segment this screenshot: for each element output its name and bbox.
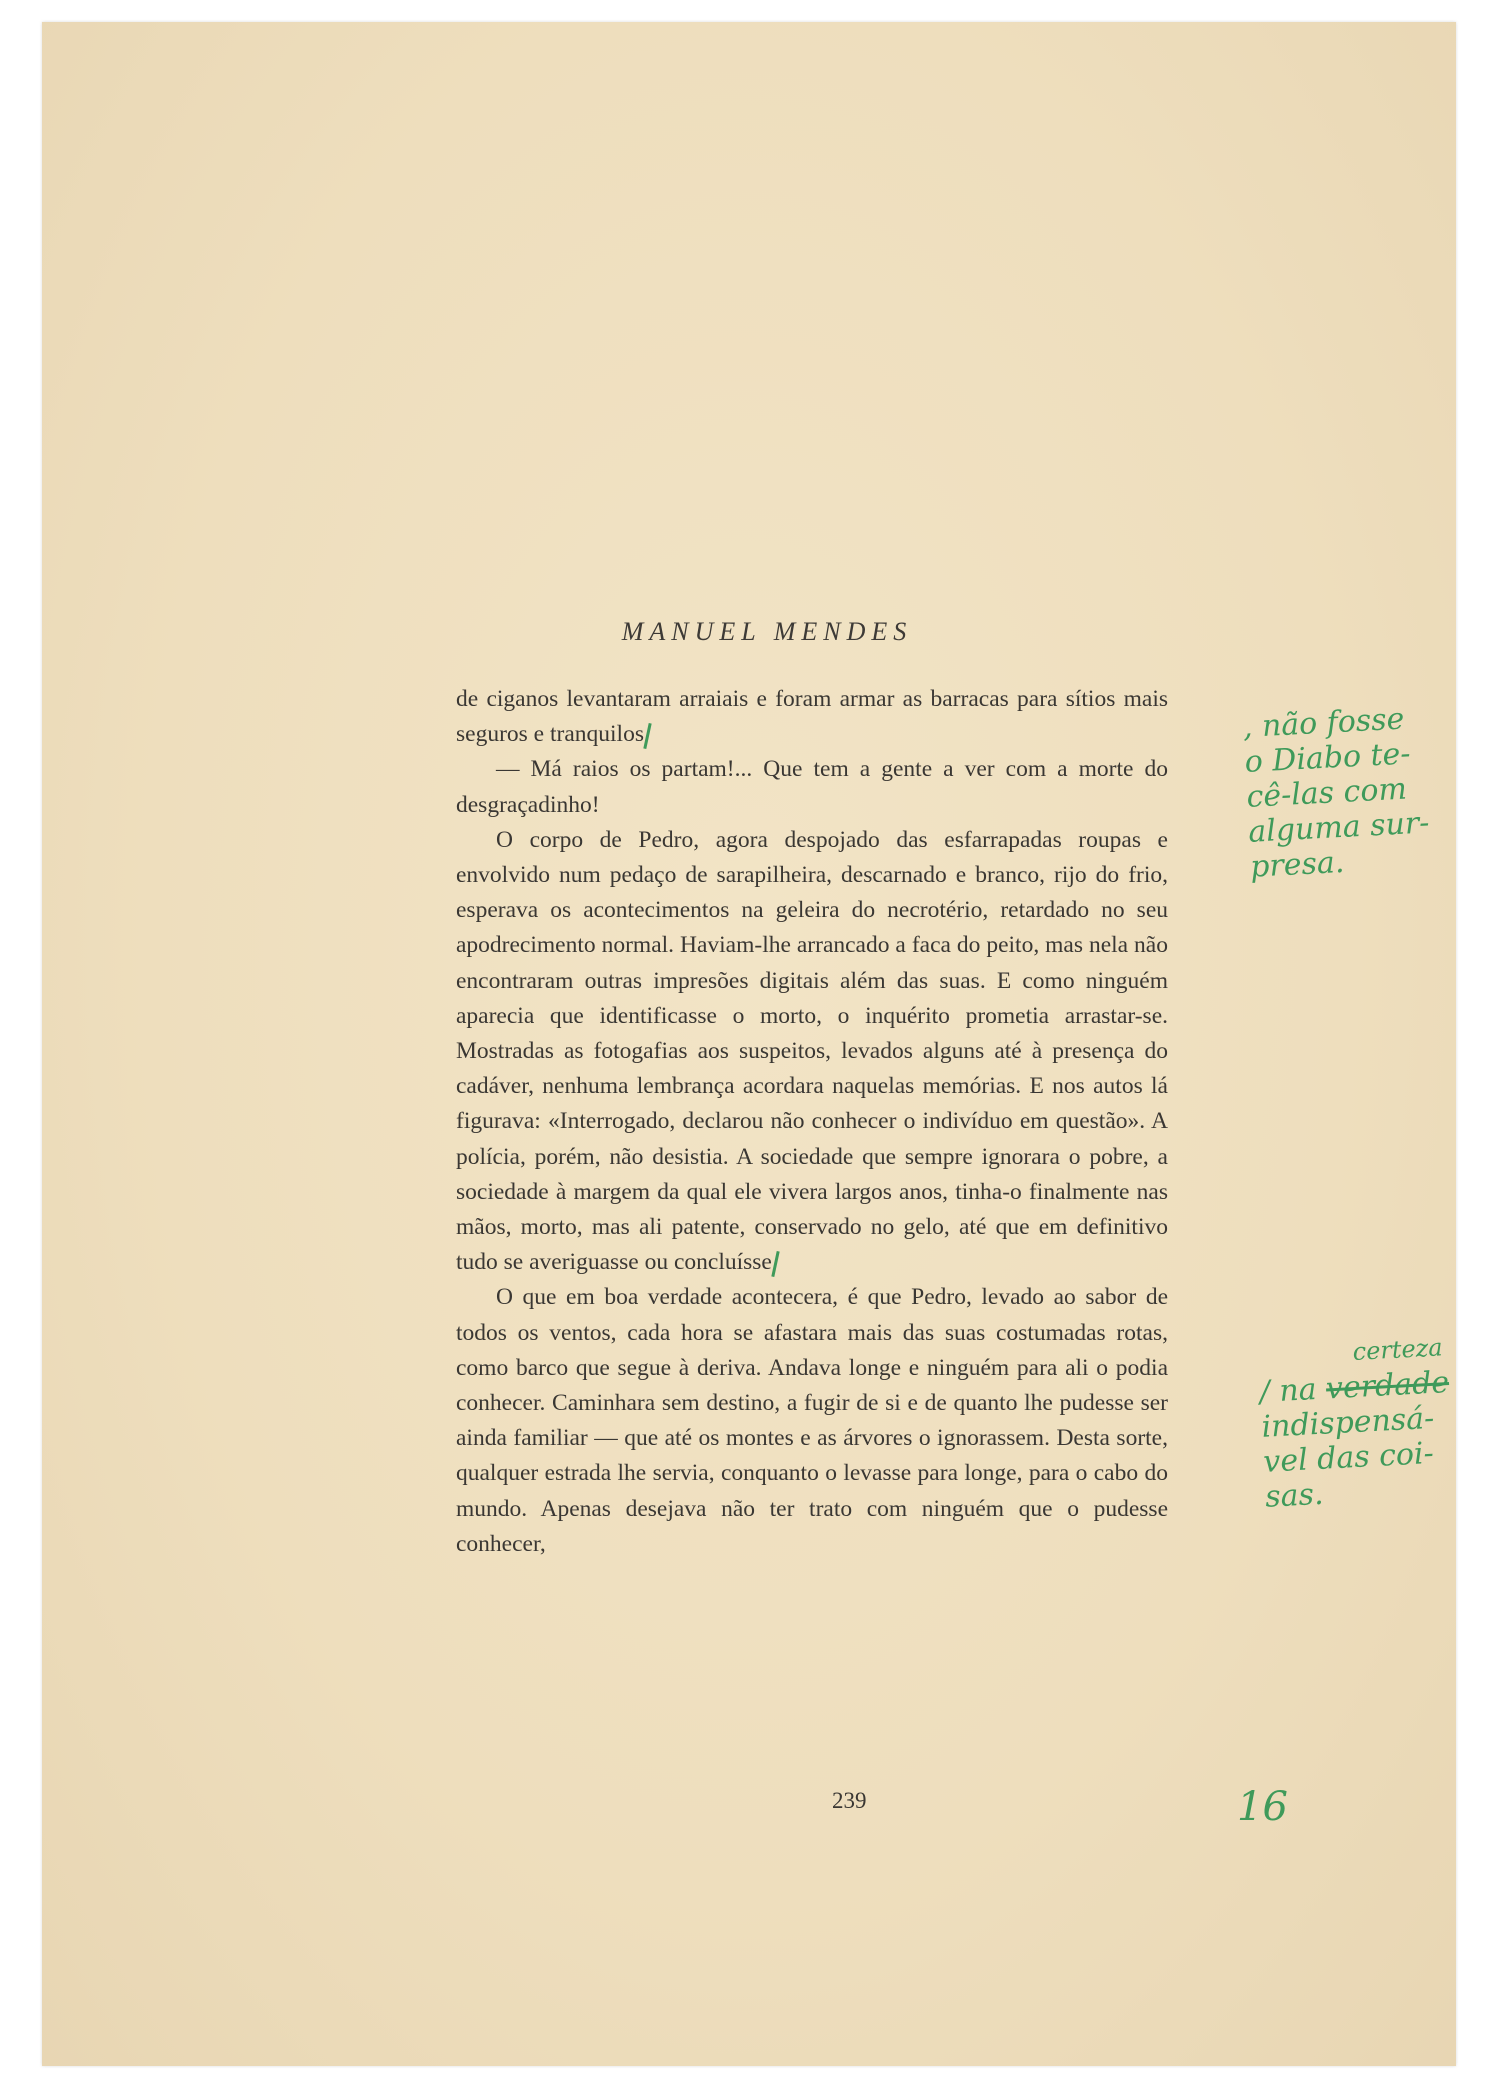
paragraph-3: O corpo de Pedro, agora despojado das esfarrapadas roupas e envolvido num pedaço de sarapilheira, descarnado e branco, rijo do frio, esperava os acontecimentos na geleira do necrotério, retardado no seu apodrecimento normal. Haviam-lhe arrancado a faca do peito, mas nela não encontraram outras impresões digitais além das suas. E como ninguém aparecia que identificasse o morto, o inquérito prometia arrastar-se. Mostradas as fotogafias aos suspeitos, levados alguns até à presença do cadáver, nenhuma lembrança acordara naquelas memórias. E nos autos lá figurava: «Interrogado, declarou não conhecer o indivíduo em questão». A polícia, porém, não desistia. A sociedade que sempre ignorara o pobre, a sociedade à margem da qual ele vivera largos anos, tinha-o finalmente nas mãos, morto, mas ali patente, conservado no gelo, até que em definitivo tudo se averiguasse ou concluísse bbox=[456, 826, 1168, 1276]
note-line: o Diabo te- bbox=[1243, 736, 1412, 780]
insertion-mark bbox=[771, 1251, 779, 1277]
paragraph-1: de ciganos levantaram arraiais e foram armar as barracas para sítios mais seguros e tranquilos bbox=[456, 686, 1168, 748]
running-head: MANUEL MENDES bbox=[621, 617, 913, 646]
struck-word: verdade bbox=[1325, 1365, 1450, 1407]
page-number: 239 bbox=[832, 1788, 867, 1813]
margin-note-1 bbox=[1242, 697, 1491, 884]
note-line: cê-las com bbox=[1245, 771, 1408, 815]
document-page bbox=[42, 22, 1456, 2066]
note-line: indispensá- bbox=[1260, 1400, 1436, 1445]
note-line: sas. bbox=[1264, 1476, 1325, 1515]
note-line: / na verdade bbox=[1258, 1365, 1450, 1410]
handwritten-sheet-number: 16 bbox=[1237, 1784, 1288, 1830]
margin-note-2 bbox=[1257, 1327, 1503, 1514]
note-line: presa. bbox=[1249, 844, 1346, 885]
paragraph-2: — Má raios os partam!... Que tem a gente a ver com a morte do desgraçadinho! bbox=[456, 756, 1168, 818]
note-line: , não fosse bbox=[1242, 701, 1406, 745]
note-line: alguma sur- bbox=[1247, 805, 1431, 850]
paragraph-4: O que em boa verdade acontecera, é que Pedro, levado ao sabor de todos os ventos, cada hora se afastara mais das suas costumadas rotas, como barco que segue à deriva. Andava longe e ninguém para ali o podia conhecer. Caminhara sem destino, a fugir de si e de quanto lhe pudesse ser ainda familiar — que até os montes e as árvores o ignorassem. Desta sorte, qualquer estrada lhe servia, conquanto o levasse para longe, para o cabo do mundo. Apenas desejava não ter trato com ninguém que o pudesse conhecer, bbox=[456, 1284, 1168, 1557]
insertion-mark bbox=[643, 723, 651, 749]
note-line: vel das coi- bbox=[1262, 1435, 1435, 1480]
note-correction: certeza bbox=[1352, 1333, 1444, 1366]
body-text bbox=[456, 682, 1168, 1562]
